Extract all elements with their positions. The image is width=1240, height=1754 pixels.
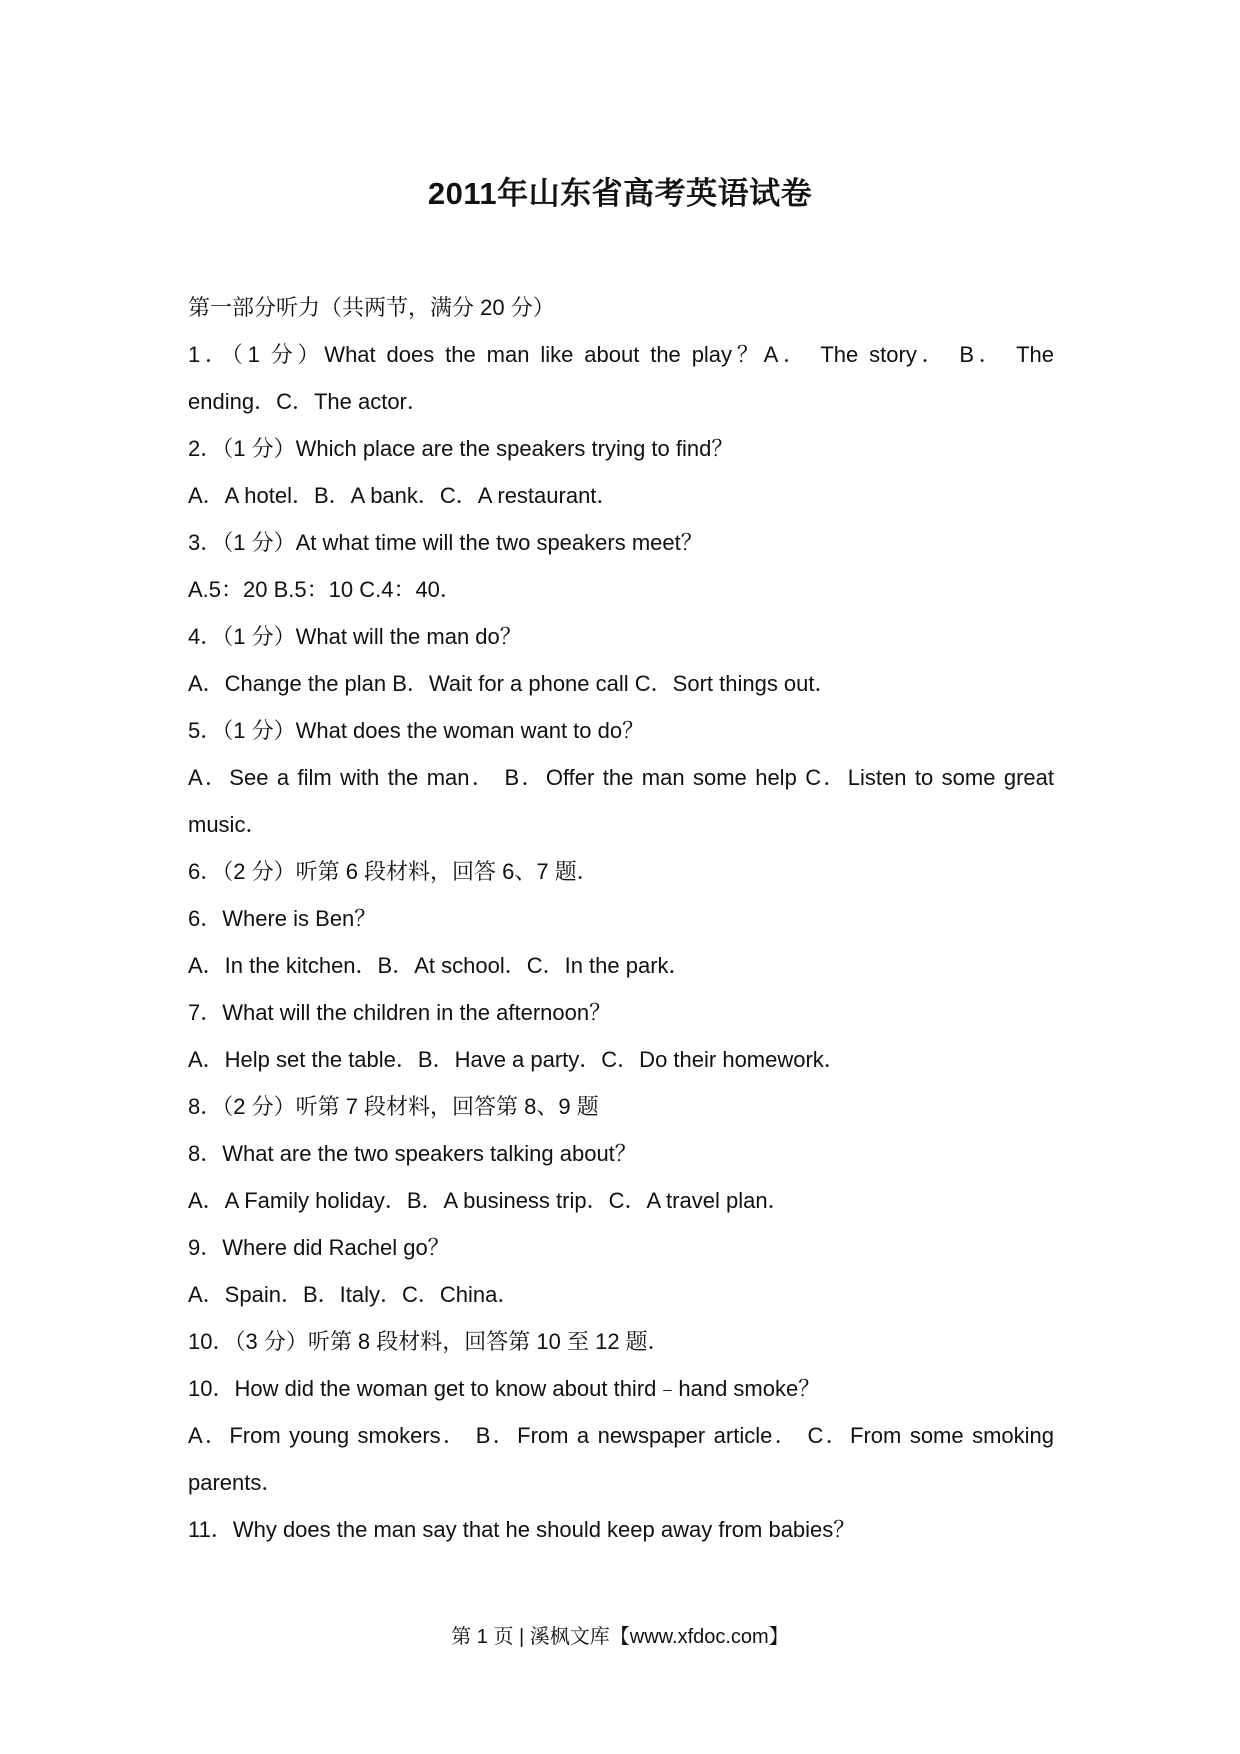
question-line: 8．What are the two speakers talking about？ [188,1141,637,1166]
options-line: A．See a film with the man． B．Offer the man some help C．Listen to some great [188,765,1054,790]
question-line: 3．（1 分）At what time will the two speakers meet？ [188,530,703,555]
question-line: 6．Where is Ben？ [188,906,377,931]
question-line: 1．（1 分）What does the man like about the play？A． The story． B． The [188,342,1054,367]
options-line: A.5：20 B.5：10 C.4：40． [188,577,462,602]
instruction-line: 6．（2 分）听第 6 段材料，回答 6、7 题． [188,859,599,884]
options-line: parents． [188,1470,284,1495]
page-title: 2011年山东省高考英语试卷 [427,176,813,211]
question-line: 2．（1 分）Which place are the speakers trying to find？ [188,436,734,461]
question-line: 9．Where did Rachel go？ [188,1235,450,1260]
question-line: 10．How did the woman get to know about third﹣hand smoke？ [188,1376,821,1401]
question-line: 7．What will the children in the afternoon？ [188,1000,612,1025]
options-line: A．From young smokers． B．From a newspaper article． C．From some smoking [188,1423,1054,1448]
options-line: A．Change the plan B．Wait for a phone call C．Sort things out． [188,671,837,696]
page-footer: 第 1 页 | 溪枫文库【www.xfdoc.com】 [451,1626,789,1648]
instruction-line: 8．（2 分）听第 7 段材料，回答第 8、9 题 [188,1094,599,1119]
options-line: A．Help set the table．B．Have a party．C．Do their homework． [188,1047,846,1072]
question-line: 4．（1 分）What will the man do？ [188,624,522,649]
question-line: ending．C．The actor． [188,389,429,414]
question-line: 5．（1 分）What does the woman want to do？ [188,718,645,743]
options-line: A．A hotel．B．A bank．C．A restaurant． [188,483,619,508]
options-line: A．In the kitchen．B．At school．C．In the park． [188,953,691,978]
exam-content [188,284,1054,1553]
options-line: music． [188,812,268,837]
instruction-line: 10．（3 分）听第 8 段材料，回答第 10 至 12 题． [188,1329,670,1354]
options-line: A．Spain．B．Italy．C．China． [188,1282,520,1307]
options-line: A．A Family holiday．B．A business trip．C．A travel plan． [188,1188,790,1213]
section-heading: 第一部分听力（共两节，满分 20 分） [188,295,555,320]
question-line: 11．Why does the man say that he should keep away from babies？ [188,1517,856,1542]
